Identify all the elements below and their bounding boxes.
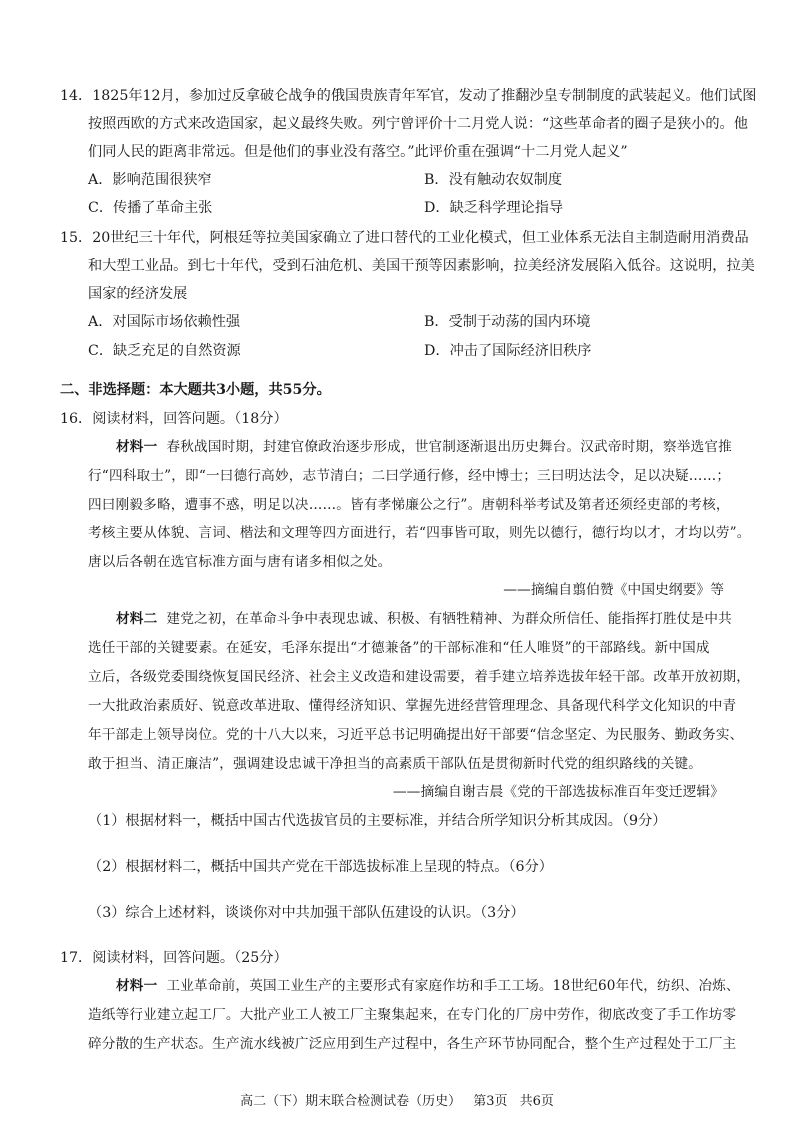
q16-material2-line-6: 敢于担当、清正廉洁”，强调建设忠诚干净担当的高素质干部队伍是贯彻新时代党的组织路线的关键。 [88, 756, 703, 772]
q16-material2-line-4: 一大批政治素质好、锐意改革进取、懂得经济知识、掌握先进经营管理理念、具备现代科学文化知识的中青 [88, 698, 737, 714]
q17-material1-text-1: 工业革命前，英国工业生产的主要形式有家庭作坊和手工工场。18世纪60年代，纺织、冶炼、 [166, 978, 740, 994]
q16-material1-line-5: 唐以后各朝在选官标准方面与唐有诸多相似之处。 [88, 554, 392, 570]
q17-material1-label: 材料一 [116, 978, 158, 994]
q16-material1-line-1 [116, 437, 732, 457]
q15-stem-line-3: 国家的经济发展 [88, 286, 188, 302]
q16-material1-source: ——摘编自翦伯赞《中国史纲要》等 [503, 582, 724, 598]
q14-option-b[interactable]: B．没有触动农奴制度 [424, 172, 563, 188]
q14-option-a[interactable]: A．影响范围很狭窄 [88, 172, 212, 188]
q16-material2-source: ——摘编自谢吉晨《党的干部选拔标准百年变迁逻辑》 [392, 784, 724, 800]
q17-material1-line-3: 碎分散的生产状态。生产流水线被广泛应用到生产过程中，各生产环节协同配合，整个生产过程处于工厂主 [88, 1036, 737, 1052]
q16-subquestion-1: （1）根据材料一，概括中国古代选拔官员的主要标准，并结合所学知识分析其成因。（9分） [88, 813, 667, 829]
q16-stem: 16．阅读材料，回答问题。（18分） [60, 411, 288, 427]
q17-stem: 17．阅读材料，回答问题。（25分） [60, 950, 288, 966]
q16-material1-text-1: 春秋战国时期，封建官僚政治逐步形成，世官制逐渐退出历史舞台。汉武帝时期，察举选官推 [166, 439, 732, 455]
footer-exam-title: 高二（下）期末联合检测试卷（历史） [240, 1094, 462, 1109]
q16-subquestion-3: （3）综合上述材料，谈谈你对中共加强干部队伍建设的认识。（3分） [88, 905, 525, 921]
q16-material1-line-2: 行“四科取士”，即“一曰德行高妙，志节清白；二曰学通行修，经中博士；三曰明达法令，足以决疑……； [88, 468, 731, 484]
q16-material2-line-3: 立后，各级党委围绕恢复国民经济、社会主义改造和建设需要，着手建立培养选拔年轻干部。改革开放初期， [88, 669, 751, 685]
q15-option-d[interactable]: D．冲击了国际经济旧秩序 [424, 343, 592, 359]
footer-total-pages: 共6页 [519, 1094, 554, 1109]
q15-stem-line-2: 和大型工业品。到七十年代，受到石油危机、美国干预等因素影响，拉美经济发展陷入低谷。这说明，拉美 [88, 258, 755, 274]
q16-subquestion-2: （2）根据材料二，概括中国共产党在干部选拔标准上呈现的特点。（6分） [88, 859, 553, 875]
page-footer [0, 1090, 794, 1109]
q16-material2-line-1 [116, 609, 732, 629]
q16-material1-label: 材料一 [116, 439, 158, 455]
q16-material1-line-3: 四曰刚毅多略，遭事不惑，明足以决……。皆有孝悌廉公之行”。唐朝科举考试及第者还须经吏部的考核， [88, 497, 730, 513]
q17-material1-line-1 [116, 976, 740, 996]
q16-material1-line-4: 考核主要从体貌、言词、楷法和文理等四方面进行，若“四事皆可取，则先以德行，德行均以才，才均以劳”。 [88, 525, 751, 541]
q15-stem-line-1: 15．20世纪三十年代，阿根廷等拉美国家确立了进口替代的工业化模式，但工业体系无法自主制造耐用消费品 [60, 230, 749, 246]
q15-option-b[interactable]: B．受制于动荡的国内环境 [424, 314, 591, 330]
q16-material2-line-5: 年干部走上领导岗位。党的十八大以来，习近平总书记明确提出好干部要“信念坚定、为民服务、勤政务实、 [88, 727, 744, 743]
q15-option-a[interactable]: A．对国际市场依赖性强 [88, 314, 241, 330]
section-heading-nonchoice: 二、非选择题：本大题共3小题，共55分。 [60, 382, 331, 398]
q16-material2-line-2: 选任干部的关键要素。在延安，毛泽东提出“才德兼备”的干部标准和“任人唯贤”的干部路线。新中国成 [88, 640, 710, 656]
q14-option-c[interactable]: C．传播了革命主张 [88, 200, 213, 216]
q14-option-d[interactable]: D．缺乏科学理论指导 [424, 200, 564, 216]
q14-stem-line-2: 按照西欧的方式来改造国家，起义最终失败。列宁曾评价十二月党人说：“这些革命者的圈子是狭小的。他 [88, 116, 748, 132]
q16-material2-label: 材料二 [116, 611, 158, 627]
q15-option-c[interactable]: C．缺乏充足的自然资源 [88, 343, 241, 359]
q14-stem-line-3: 们同人民的距离非常远。但是他们的事业没有落空。”此评价重在强调“十二月党人起义” [88, 144, 628, 160]
q16-material2-text-1: 建党之初，在革命斗争中表现忠诚、积极、有牺牲精神、为群众所信任、能指挥打胜仗是中共 [166, 611, 732, 627]
q14-stem-line-1: 14．1825年12月，参加过反拿破仑战争的俄国贵族青年军官，发动了推翻沙皇专制制度的武装起义。他们试图 [60, 88, 757, 104]
q17-material1-line-2: 造纸等行业建立起工厂。大批产业工人被工厂主聚集起来，在专门化的厂房中劳作，彻底改变了手工作坊零 [88, 1007, 737, 1023]
footer-page-number: 第3页 [473, 1094, 508, 1109]
